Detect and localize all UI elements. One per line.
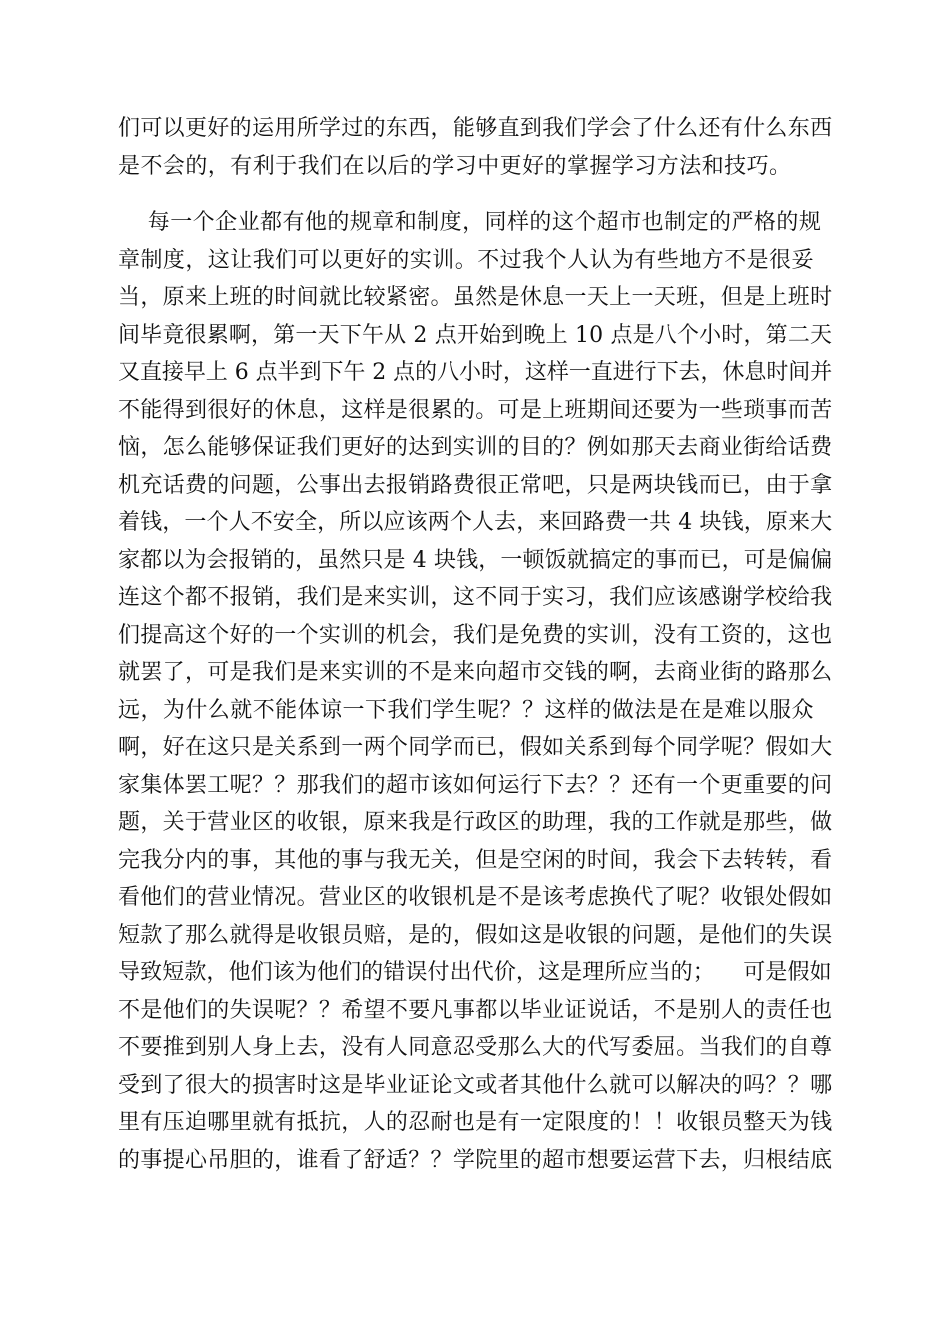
- paragraph-2-line-17: 题，关于营业区的收银，原来我是行政区的助理，我的工作就是那些，做: [118, 810, 833, 835]
- paragraph-2-line-8: 机充话费的问题，公事出去报销路费很正常吧，只是两块钱而已，由于拿: [118, 473, 833, 498]
- paragraph-2-line-24: 受到了很大的损害时这是毕业证论文或者其他什么就可以解决的吗？？哪: [118, 1073, 833, 1098]
- paragraph-2-line-9: 着钱，一个人不安全，所以应该两个人去，来回路费一共 4 块钱，原来大: [118, 510, 833, 535]
- paragraph-2-line-6: 不能得到很好的休息，这样是很累的。可是上班期间还要为一些琐事而苦: [118, 398, 833, 423]
- paragraph-2-line-11: 连这个都不报销，我们是来实训，这不同于实习，我们应该感谢学校给我: [118, 585, 833, 610]
- paragraph-2-line-20: 短款了那么就得是收银员赔，是的，假如这是收银的问题，是他们的失误: [118, 923, 833, 948]
- paragraph-2-line-22: 不是他们的失误呢？？希望不要凡事都以毕业证说话，不是别人的责任也: [118, 998, 833, 1023]
- paragraph-2-line-26: 的事提心吊胆的，谁看了舒适？？学院里的超市想要运营下去，归根结底: [118, 1148, 833, 1173]
- paragraph-1-line-1: 们可以更好的运用所学过的东西，能够直到我们学会了什么还有什么东西: [118, 116, 833, 141]
- paragraph-2-line-23: 不要推到别人身上去，没有人同意忍受那么大的代写委屈。当我们的自尊: [118, 1035, 833, 1060]
- paragraph-2-line-3: 当，原来上班的时间就比较紧密。虽然是休息一天上一天班，但是上班时: [118, 285, 833, 310]
- paragraph-2-line-4: 间毕竟很累啊，第一天下午从 2 点开始到晚上 10 点是八个小时，第二天: [118, 323, 833, 348]
- paragraph-2-line-13: 就罢了，可是我们是来实训的不是来向超市交钱的啊，去商业街的路那么: [118, 660, 833, 685]
- paragraph-2-line-14: 远，为什么就不能体谅一下我们学生呢？？这样的做法是在是难以服众: [118, 698, 814, 723]
- paragraph-2-line-2: 章制度，这让我们可以更好的实训。不过我个人认为有些地方不是很妥: [118, 248, 814, 273]
- paragraph-2-line-15: 啊，好在这只是关系到一两个同学而已，假如关系到每个同学呢？假如大: [118, 735, 833, 760]
- paragraph-2-line-7: 恼，怎么能够保证我们更好的达到实训的目的？例如那天去商业街给话费: [118, 435, 833, 460]
- paragraph-2-line-16: 家集体罢工呢？？那我们的超市该如何运行下去？？还有一个更重要的问: [118, 773, 833, 798]
- paragraph-1-line-2: 是不会的，有利于我们在以后的学习中更好的掌握学习方法和技巧。: [118, 154, 792, 179]
- paragraph-2-line-5: 又直接早上 6 点半到下午 2 点的八小时，这样一直进行下去，休息时间并: [118, 360, 833, 385]
- paragraph-2-line-21: 导致短款，他们该为他们的错误付出代价，这是理所应当的； 可是假如: [118, 960, 832, 985]
- paragraph-2-line-10: 家都以为会报销的，虽然只是 4 块钱，一顿饭就搞定的事而已，可是偏偏: [118, 548, 833, 573]
- paragraph-2-line-18: 完我分内的事，其他的事与我无关，但是空闲的时间，我会下去转转，看: [118, 848, 833, 873]
- paragraph-2-line-19: 看他们的营业情况。营业区的收银机是不是该考虑换代了呢？收银处假如: [118, 885, 833, 910]
- paragraph-2-line-1: 每一个企业都有他的规章和制度，同样的这个超市也制定的严格的规: [118, 210, 822, 235]
- paragraph-2-line-12: 们提高这个好的一个实训的机会，我们是免费的实训，没有工资的，这也: [118, 623, 833, 648]
- paragraph-2-line-25: 里有压迫哪里就有抵抗，人的忍耐也是有一定限度的！！收银员整天为钱: [118, 1110, 833, 1135]
